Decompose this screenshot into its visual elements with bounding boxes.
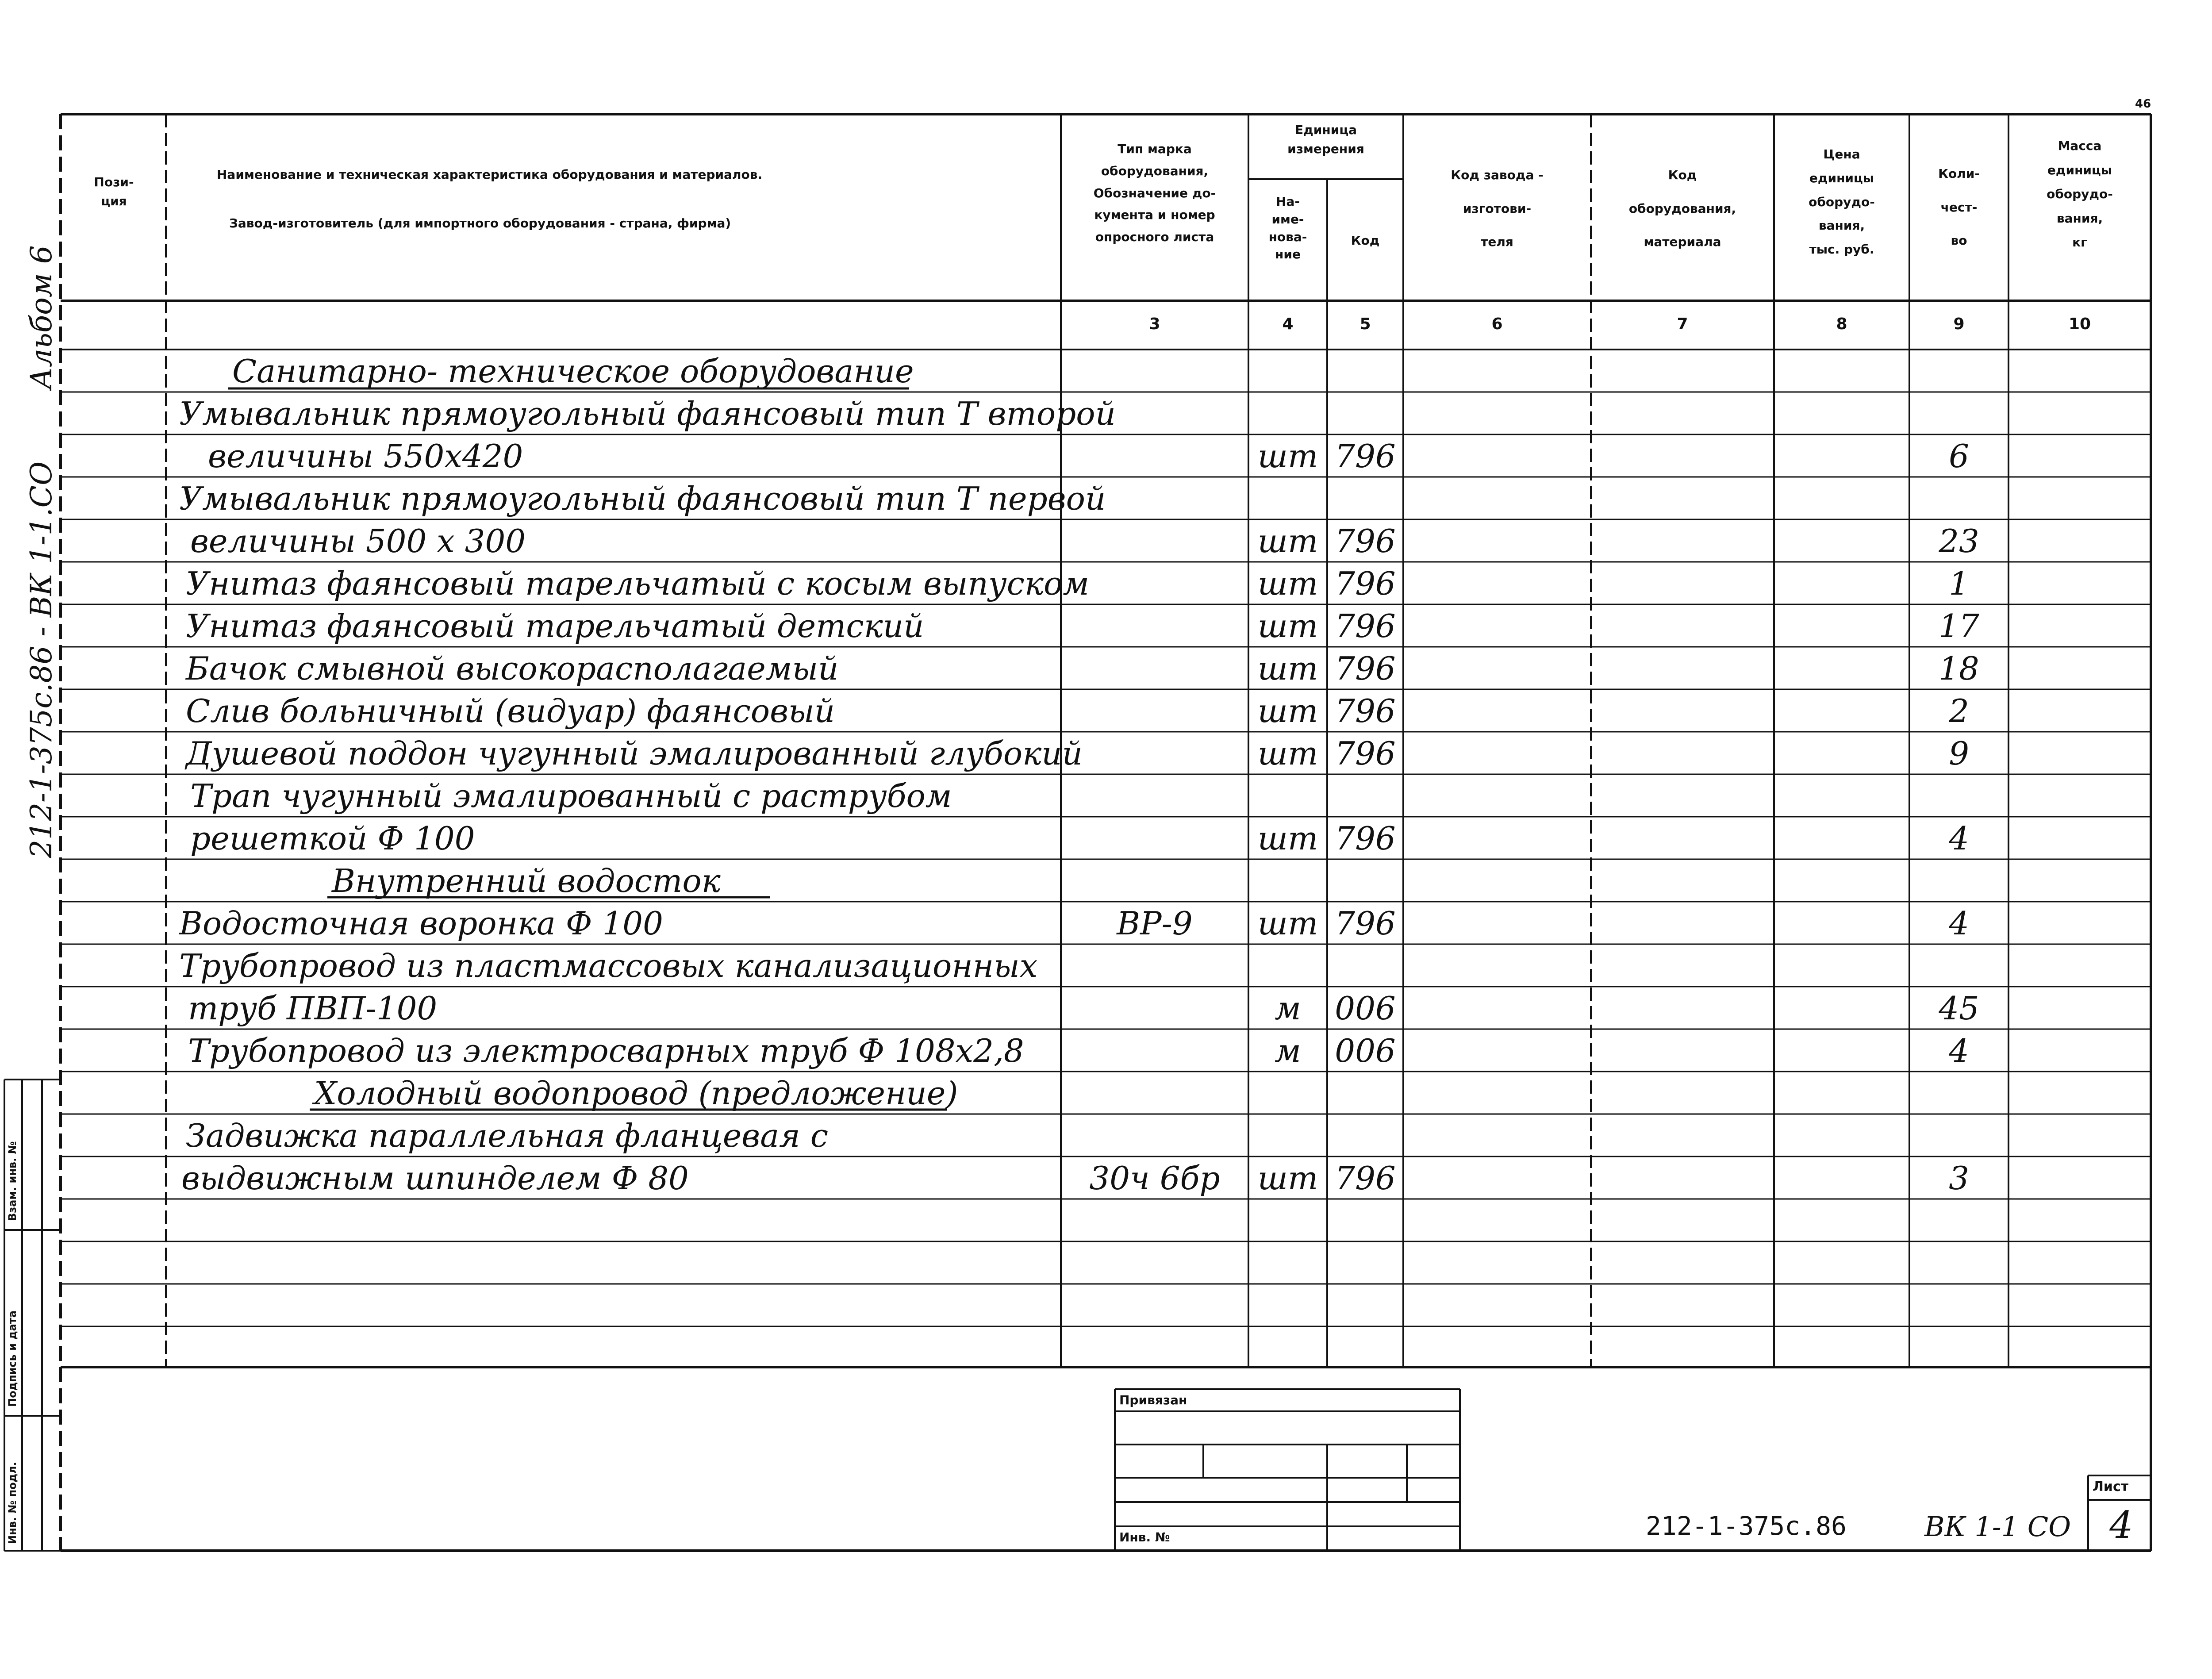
table-row-code: 796 (1335, 735, 1396, 772)
section-heading: Санитарно- техническое оборудование (232, 353, 914, 390)
title-code: 212-1-375с.86 (1646, 1511, 1847, 1541)
table-row-code: 006 (1335, 1032, 1396, 1069)
header-manufacturer-code: Код завода - изготови- теля (1451, 168, 1544, 250)
margin-album: Альбом 6 (24, 245, 58, 389)
section-heading: Холодный водопровод (предложение) (314, 1075, 958, 1112)
table-row-name: величины 550х420 (208, 438, 523, 475)
table-row-unit: шт (1257, 565, 1318, 602)
table-row-name: Трубопровод из электросварных труб Ф 108х2,8 (188, 1032, 1024, 1069)
column-number: 4 (1282, 315, 1294, 333)
header-position: Пози- ция (94, 175, 134, 209)
stamp-vzam: Взам. инв. № (6, 1141, 19, 1221)
table-row-qty: 1 (1949, 565, 1969, 602)
table-row-name: Душевой поддон чугунный эмалированный глубокий (186, 735, 1083, 772)
table-row-unit: шт (1257, 1160, 1318, 1197)
table-row-type: 30ч 6бр (1089, 1160, 1220, 1197)
title-sheet-label: Лист (2093, 1479, 2129, 1495)
table-row-unit: шт (1257, 905, 1318, 942)
table-row-code: 796 (1335, 650, 1396, 687)
table-row-qty: 4 (1949, 820, 1969, 857)
table-row-name: Задвижка параллельная фланцевая с (186, 1117, 829, 1154)
margin-doc-code: 212-1-375с.86 - ВК 1-1.СО (24, 461, 58, 858)
table-row-name: Унитаз фаянсовый тарельчатый детский (186, 607, 924, 645)
table-row-unit: шт (1257, 692, 1318, 730)
table-row-qty: 4 (1949, 1032, 1969, 1069)
table-row-name: Трубопровод из пластмассовых канализационных (179, 947, 1038, 984)
table-row-name: величины 500 х 300 (190, 523, 526, 560)
header-unit-name: На- име- нова- ние (1268, 194, 1307, 262)
table-row-code: 006 (1335, 990, 1396, 1027)
table-row-unit: м (1275, 990, 1301, 1027)
stamp-podpis: Подпись и дата (6, 1310, 19, 1407)
table-row-name: Умывальник прямоугольный фаянсовый тип Т второй (179, 395, 1116, 432)
header-equipment-code: Код оборудования, материала (1628, 168, 1736, 250)
column-number: 5 (1359, 315, 1371, 333)
column-number: 6 (1491, 315, 1503, 333)
table-row-qty: 2 (1949, 692, 1969, 730)
table-row-qty: 9 (1949, 735, 1969, 772)
table-row-unit: шт (1257, 650, 1318, 687)
header-price: Цена единицы оборудо- вания, тыс. руб. (1809, 147, 1875, 257)
table-row-qty: 18 (1939, 650, 1979, 687)
table-row-code: 796 (1335, 565, 1396, 602)
table-row-name: выдвижным шпинделем Ф 80 (181, 1160, 689, 1197)
table-row-unit: шт (1257, 735, 1318, 772)
table-row-name: Слив больничный (видуар) фаянсовый (186, 692, 835, 730)
table-row-unit: шт (1257, 820, 1318, 857)
stamp-inv-podl: Инв. № подл. (6, 1462, 19, 1544)
table-row-qty: 6 (1949, 438, 1969, 475)
table-row-name: решеткой Ф 100 (190, 820, 475, 857)
table-row-name: Водосточная воронка Ф 100 (179, 905, 663, 942)
title-privyazan: Привязан (1119, 1393, 1187, 1407)
table-row-code: 796 (1335, 607, 1396, 645)
table-row-code: 796 (1335, 1160, 1396, 1197)
header-unit: Единица измерения (1287, 123, 1364, 157)
table-row-name: Умывальник прямоугольный фаянсовый тип Т первой (179, 480, 1106, 517)
column-number: 10 (2068, 315, 2091, 333)
table-row-name: Бачок смывной высокорасполагаемый (186, 650, 839, 687)
column-number: 3 (1149, 315, 1160, 333)
table-row-code: 796 (1335, 438, 1396, 475)
table-row-unit: м (1275, 1032, 1301, 1069)
table-row-type: ВР-9 (1117, 905, 1193, 942)
table-row-code: 796 (1335, 905, 1396, 942)
header-mass: Масса единицы оборудо- вания, кг (2047, 138, 2113, 250)
header-name-line1: Наименование и техническая характеристика оборудования и материалов. (217, 167, 763, 182)
page-number: 46 (2135, 97, 2151, 111)
table-row-qty: 4 (1949, 905, 1969, 942)
section-heading: Внутренний водосток (332, 862, 721, 899)
table-row-name: труб ПВП-100 (188, 990, 438, 1027)
column-number: 7 (1677, 315, 1688, 333)
table-row-unit: шт (1257, 438, 1318, 475)
table-row-qty: 45 (1939, 990, 1979, 1027)
title-inv-no: Инв. № (1119, 1530, 1170, 1545)
title-mark: ВК 1-1 СО (1924, 1510, 2071, 1543)
table-row-name: Унитаз фаянсовый тарельчатый с косым выпуском (186, 565, 1090, 602)
table-row-qty: 3 (1949, 1160, 1969, 1197)
table-row-code: 796 (1335, 523, 1396, 560)
table-row-qty: 23 (1939, 523, 1979, 560)
table-row-code: 796 (1335, 692, 1396, 730)
table-row-unit: шт (1257, 523, 1318, 560)
table-row-unit: шт (1257, 607, 1318, 645)
table-row-code: 796 (1335, 820, 1396, 857)
title-sheet-number: 4 (2109, 1503, 2133, 1547)
header-name-line2: Завод-изготовитель (для импортного оборудования - страна, фирма) (229, 216, 731, 231)
header-quantity: Коли- чест- во (1938, 166, 1980, 248)
table-row-name: Трап чугунный эмалированный с раструбом (190, 777, 952, 815)
header-type: Тип марка оборудования, Обозначение до- кумента и номер опросного листа (1093, 142, 1216, 245)
column-number: 9 (1953, 315, 1965, 333)
table-row-qty: 17 (1939, 607, 1979, 645)
header-unit-code: Код (1351, 233, 1380, 248)
column-number: 8 (1836, 315, 1847, 333)
